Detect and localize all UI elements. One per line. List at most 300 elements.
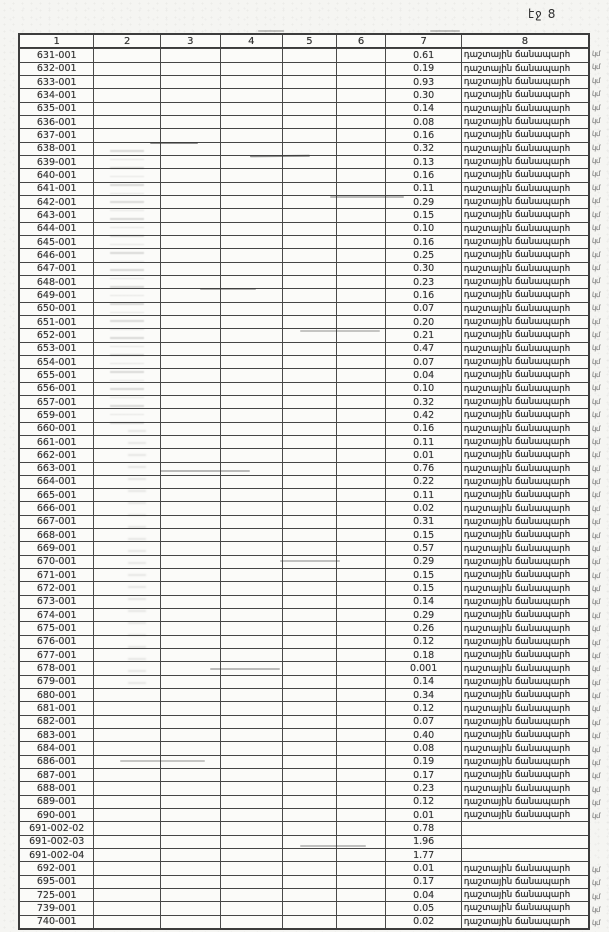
road-type-text: դաշտային ճանապարհ	[463, 277, 571, 288]
table-row	[20, 675, 588, 688]
road-type-cell	[462, 89, 588, 101]
road-type-text: դաշտային ճանապարհ	[463, 796, 571, 807]
empty-cell	[283, 209, 337, 221]
margin-empty	[591, 836, 609, 849]
road-type-text: դաշտային ճանապարհ	[463, 423, 571, 434]
empty-cell	[221, 809, 284, 821]
road-type-cell	[462, 662, 588, 674]
road-type-cell	[462, 529, 588, 541]
empty-cell	[283, 249, 337, 261]
margin-km-note: կմ	[591, 236, 601, 245]
road-id-cell: 691-002-04	[20, 849, 94, 861]
road-type-cell	[462, 916, 588, 928]
table-header-row	[20, 35, 588, 48]
length-value-cell: 0.16	[386, 169, 461, 181]
road-type-cell	[462, 649, 588, 661]
road-type-cell	[462, 862, 588, 874]
empty-cell	[161, 516, 221, 528]
road-type-text: դաշտային ճանապարհ	[463, 676, 571, 687]
empty-cell	[283, 809, 337, 821]
empty-cell	[94, 89, 161, 101]
roads-table	[18, 33, 590, 930]
road-id-cell: 690-001	[20, 809, 94, 821]
road-id-cell: 656-001	[20, 383, 94, 395]
empty-cell	[94, 702, 161, 714]
empty-cell	[94, 862, 161, 874]
table-row	[20, 528, 588, 541]
road-id-cell: 671-001	[20, 569, 94, 581]
margin-km-note: կմ	[591, 611, 601, 620]
margin-km-note: կմ	[591, 544, 601, 553]
empty-cell	[221, 849, 284, 861]
road-type-text: դաշտային ճանապարհ	[463, 303, 571, 314]
empty-cell	[337, 796, 387, 808]
empty-cell	[283, 436, 337, 448]
empty-cell	[161, 143, 221, 155]
length-value-cell: 0.14	[386, 103, 461, 115]
road-type-cell	[462, 782, 588, 794]
margin-km-note: կմ	[591, 450, 601, 459]
empty-cell	[283, 329, 337, 341]
road-id-cell: 683-001	[20, 729, 94, 741]
road-type-text: դաշտային ճանապարհ	[463, 103, 571, 114]
empty-cell	[337, 63, 387, 75]
table-row	[20, 595, 588, 608]
road-type-text: դաշտային ճանապարհ	[463, 77, 571, 88]
empty-cell	[337, 582, 387, 594]
road-type-cell	[462, 676, 588, 688]
empty-cell	[161, 263, 221, 275]
margin-km-note: կմ	[591, 905, 601, 914]
table-row	[20, 821, 588, 834]
road-id-cell: 680-001	[20, 689, 94, 701]
length-value-cell: 0.15	[386, 582, 461, 594]
road-id-cell: 691-002-02	[20, 822, 94, 834]
empty-cell	[161, 396, 221, 408]
empty-cell	[337, 223, 387, 235]
road-type-cell	[462, 196, 588, 208]
handwritten-margin-notes	[592, 47, 609, 930]
margin-km-note: կմ	[591, 210, 601, 219]
road-id-cell: 638-001	[20, 143, 94, 155]
table-row	[20, 448, 588, 461]
margin-km-note: կմ	[591, 183, 601, 192]
empty-cell	[221, 569, 284, 581]
empty-cell	[337, 516, 387, 528]
column-header-2: 2	[94, 35, 161, 47]
empty-cell	[337, 463, 387, 475]
length-value-cell: 0.17	[386, 769, 461, 781]
table-row	[20, 541, 588, 554]
empty-cell	[94, 383, 161, 395]
empty-cell	[221, 183, 284, 195]
margin-km-note: կմ	[591, 397, 601, 406]
road-type-text: դաշտային ճանապարհ	[463, 543, 571, 554]
empty-cell	[337, 289, 387, 301]
empty-cell	[221, 76, 284, 88]
length-value-cell: 0.001	[386, 662, 461, 674]
empty-cell	[94, 636, 161, 648]
empty-cell	[94, 209, 161, 221]
road-type-cell	[462, 516, 588, 528]
road-type-cell	[462, 716, 588, 728]
empty-cell	[94, 822, 161, 834]
margin-km-note: կմ	[591, 812, 601, 821]
road-id-cell: 637-001	[20, 129, 94, 141]
table-row	[20, 501, 588, 514]
table-row	[20, 715, 588, 728]
empty-cell	[337, 596, 387, 608]
empty-cell	[337, 369, 387, 381]
empty-cell	[161, 622, 221, 634]
length-value-cell: 0.12	[386, 636, 461, 648]
empty-cell	[161, 423, 221, 435]
table-row	[20, 368, 588, 381]
empty-cell	[337, 809, 387, 821]
length-value-cell: 0.15	[386, 569, 461, 581]
road-type-text: դաշտային ճանապարհ	[463, 183, 571, 194]
table-row	[20, 208, 588, 221]
empty-cell	[337, 409, 387, 421]
empty-cell	[283, 529, 337, 541]
table-row	[20, 475, 588, 488]
table-row	[20, 382, 588, 395]
road-type-cell	[462, 116, 588, 128]
empty-cell	[283, 582, 337, 594]
length-value-cell: 0.78	[386, 822, 461, 834]
margin-km-note: կմ	[591, 557, 601, 566]
empty-cell	[221, 63, 284, 75]
empty-cell	[337, 676, 387, 688]
margin-km-note: կմ	[591, 89, 601, 98]
length-value-cell: 0.32	[386, 143, 461, 155]
table-row	[20, 128, 588, 141]
road-type-text: դաշտային ճանապարհ	[463, 703, 571, 714]
margin-km-note: կմ	[591, 705, 601, 714]
empty-cell	[161, 129, 221, 141]
empty-cell	[94, 796, 161, 808]
table-row	[20, 408, 588, 421]
road-id-cell: 668-001	[20, 529, 94, 541]
road-id-cell: 678-001	[20, 662, 94, 674]
empty-cell	[161, 889, 221, 901]
empty-cell	[337, 902, 387, 914]
empty-cell	[337, 702, 387, 714]
road-id-cell: 642-001	[20, 196, 94, 208]
empty-cell	[221, 796, 284, 808]
empty-cell	[221, 263, 284, 275]
empty-cell	[94, 289, 161, 301]
road-type-cell	[462, 356, 588, 368]
empty-cell	[221, 716, 284, 728]
length-value-cell: 0.57	[386, 542, 461, 554]
length-value-cell: 0.02	[386, 916, 461, 928]
table-row	[20, 581, 588, 594]
empty-cell	[161, 729, 221, 741]
road-id-cell: 634-001	[20, 89, 94, 101]
empty-cell	[94, 676, 161, 688]
road-id-cell: 664-001	[20, 476, 94, 488]
empty-cell	[221, 476, 284, 488]
empty-cell	[221, 676, 284, 688]
table-row	[20, 302, 588, 315]
table-row	[20, 755, 588, 768]
road-type-text: դաշտային ճանապարհ	[463, 223, 571, 234]
margin-km-note: կմ	[591, 745, 601, 754]
empty-cell	[283, 196, 337, 208]
empty-cell	[283, 609, 337, 621]
empty-cell	[283, 143, 337, 155]
margin-km-note: կմ	[591, 477, 601, 486]
empty-cell	[337, 343, 387, 355]
road-type-cell	[462, 316, 588, 328]
road-type-cell	[462, 129, 588, 141]
empty-cell	[283, 116, 337, 128]
empty-cell	[94, 303, 161, 315]
road-type-cell	[462, 729, 588, 741]
empty-cell	[94, 356, 161, 368]
road-type-text: դաշտային ճանապարհ	[463, 90, 571, 101]
table-row	[20, 435, 588, 448]
table-row	[20, 102, 588, 115]
table-row	[20, 248, 588, 261]
road-type-text: դաշտային ճանապարհ	[463, 890, 571, 901]
empty-cell	[283, 156, 337, 168]
road-type-text: դաշտային ճանապարհ	[463, 397, 571, 408]
table-row	[20, 688, 588, 701]
empty-cell	[283, 356, 337, 368]
road-type-text: դաշտային ճանապարհ	[463, 197, 571, 208]
empty-cell	[283, 649, 337, 661]
road-id-cell: 677-001	[20, 649, 94, 661]
margin-km-note: կմ	[591, 691, 601, 700]
margin-km-note: կմ	[591, 785, 601, 794]
road-type-text: դաշտային ճանապարհ	[463, 463, 571, 474]
road-type-text: դաշտային ճանապարհ	[463, 503, 571, 514]
road-id-cell: 647-001	[20, 263, 94, 275]
empty-cell	[337, 782, 387, 794]
road-id-cell: 675-001	[20, 622, 94, 634]
road-id-cell: 641-001	[20, 183, 94, 195]
road-type-cell	[462, 169, 588, 181]
length-value-cell: 0.16	[386, 129, 461, 141]
margin-km-note: կմ	[591, 771, 601, 780]
empty-cell	[283, 756, 337, 768]
empty-cell	[337, 129, 387, 141]
empty-cell	[94, 49, 161, 61]
column-header-1: 1	[20, 35, 94, 47]
empty-cell	[221, 876, 284, 888]
margin-km-note: կմ	[591, 143, 601, 152]
empty-cell	[94, 236, 161, 248]
road-type-cell	[462, 569, 588, 581]
empty-cell	[221, 316, 284, 328]
road-id-cell: 633-001	[20, 76, 94, 88]
column-header-5: 5	[283, 35, 337, 47]
empty-cell	[221, 742, 284, 754]
road-id-cell: 688-001	[20, 782, 94, 794]
road-id-cell: 648-001	[20, 276, 94, 288]
road-type-text: դաշտային ճանապարհ	[463, 583, 571, 594]
empty-cell	[221, 489, 284, 501]
road-type-text: դաշտային ճանապարհ	[463, 516, 571, 527]
margin-km-note: կմ	[591, 798, 601, 807]
road-id-cell: 682-001	[20, 716, 94, 728]
empty-cell	[337, 143, 387, 155]
empty-cell	[161, 249, 221, 261]
margin-km-note: կմ	[591, 437, 601, 446]
road-type-text: դաշտային ճանապարհ	[463, 370, 571, 381]
road-type-cell	[462, 502, 588, 514]
length-value-cell: 0.08	[386, 116, 461, 128]
empty-cell	[337, 263, 387, 275]
empty-cell	[221, 756, 284, 768]
empty-cell	[337, 609, 387, 621]
table-row	[20, 75, 588, 88]
empty-cell	[283, 276, 337, 288]
table-row	[20, 342, 588, 355]
road-id-cell: 655-001	[20, 369, 94, 381]
empty-cell	[221, 249, 284, 261]
empty-cell	[337, 249, 387, 261]
road-type-cell	[462, 383, 588, 395]
empty-cell	[337, 889, 387, 901]
length-value-cell: 0.32	[386, 396, 461, 408]
empty-cell	[161, 902, 221, 914]
road-type-text: դաշտային ճանապարհ	[463, 650, 571, 661]
empty-cell	[94, 116, 161, 128]
empty-cell	[283, 916, 337, 928]
length-value-cell: 0.16	[386, 289, 461, 301]
empty-cell	[337, 169, 387, 181]
length-value-cell: 1.77	[386, 849, 461, 861]
empty-cell	[221, 329, 284, 341]
margin-km-note: կմ	[591, 664, 601, 673]
road-type-cell	[462, 836, 588, 848]
empty-cell	[161, 116, 221, 128]
road-type-text: դաշտային ճանապարհ	[463, 250, 571, 261]
road-id-cell: 687-001	[20, 769, 94, 781]
empty-cell	[283, 889, 337, 901]
road-type-cell	[462, 236, 588, 248]
empty-cell	[161, 609, 221, 621]
road-id-cell: 654-001	[20, 356, 94, 368]
length-value-cell: 0.08	[386, 742, 461, 754]
margin-km-note: կմ	[591, 504, 601, 513]
empty-cell	[161, 489, 221, 501]
road-id-cell: 645-001	[20, 236, 94, 248]
empty-cell	[161, 689, 221, 701]
road-type-text: դաշտային ճանապարհ	[463, 450, 571, 461]
length-value-cell: 0.22	[386, 476, 461, 488]
road-id-cell: 643-001	[20, 209, 94, 221]
empty-cell	[337, 862, 387, 874]
empty-cell	[221, 409, 284, 421]
empty-cell	[283, 463, 337, 475]
road-id-cell: 681-001	[20, 702, 94, 714]
empty-cell	[94, 609, 161, 621]
table-row	[20, 235, 588, 248]
margin-km-note: կմ	[591, 290, 601, 299]
margin-km-note: կմ	[591, 303, 601, 312]
road-type-cell	[462, 889, 588, 901]
empty-cell	[221, 196, 284, 208]
empty-cell	[221, 902, 284, 914]
road-id-cell: 674-001	[20, 609, 94, 621]
empty-cell	[161, 782, 221, 794]
road-id-cell: 673-001	[20, 596, 94, 608]
road-type-text: դաշտային ճանապարհ	[463, 743, 571, 754]
empty-cell	[221, 423, 284, 435]
empty-cell	[337, 476, 387, 488]
empty-cell	[337, 636, 387, 648]
margin-km-note: կմ	[591, 718, 601, 727]
empty-cell	[221, 889, 284, 901]
road-id-cell: 667-001	[20, 516, 94, 528]
empty-cell	[337, 209, 387, 221]
empty-cell	[337, 276, 387, 288]
empty-cell	[161, 409, 221, 421]
empty-cell	[221, 49, 284, 61]
road-type-text: դաշտային ճանապարհ	[463, 903, 571, 914]
empty-cell	[283, 409, 337, 421]
empty-cell	[221, 689, 284, 701]
empty-cell	[221, 769, 284, 781]
margin-km-note: կմ	[591, 878, 601, 887]
empty-cell	[161, 356, 221, 368]
road-type-text: դաշտային ճանապարհ	[463, 863, 571, 874]
empty-cell	[283, 449, 337, 461]
margin-km-note: կմ	[591, 919, 601, 928]
empty-cell	[94, 742, 161, 754]
empty-cell	[283, 876, 337, 888]
empty-cell	[283, 729, 337, 741]
empty-cell	[161, 183, 221, 195]
empty-cell	[161, 196, 221, 208]
road-type-cell	[462, 769, 588, 781]
empty-cell	[161, 49, 221, 61]
margin-empty	[591, 823, 609, 836]
road-type-text: դաշտային ճանապարհ	[463, 756, 571, 767]
table-row	[20, 395, 588, 408]
road-id-cell: 631-001	[20, 49, 94, 61]
empty-cell	[337, 529, 387, 541]
empty-cell	[337, 836, 387, 848]
table-row	[20, 848, 588, 861]
empty-cell	[94, 916, 161, 928]
length-value-cell: 0.34	[386, 689, 461, 701]
road-id-cell: 635-001	[20, 103, 94, 115]
margin-km-note: կմ	[591, 103, 601, 112]
length-value-cell: 0.07	[386, 716, 461, 728]
road-id-cell: 672-001	[20, 582, 94, 594]
empty-cell	[337, 329, 387, 341]
road-id-cell: 636-001	[20, 116, 94, 128]
road-id-cell: 669-001	[20, 542, 94, 554]
empty-cell	[283, 596, 337, 608]
margin-km-note: կմ	[591, 424, 601, 433]
length-value-cell: 0.01	[386, 809, 461, 821]
empty-cell	[283, 489, 337, 501]
empty-cell	[94, 689, 161, 701]
empty-cell	[161, 582, 221, 594]
road-id-cell: 652-001	[20, 329, 94, 341]
table-row	[20, 768, 588, 781]
road-id-cell: 663-001	[20, 463, 94, 475]
road-type-text: դաշտային ճանապարհ	[463, 530, 571, 541]
margin-km-note: կմ	[591, 49, 601, 58]
road-type-text: դաշտային ճանապարհ	[463, 690, 571, 701]
